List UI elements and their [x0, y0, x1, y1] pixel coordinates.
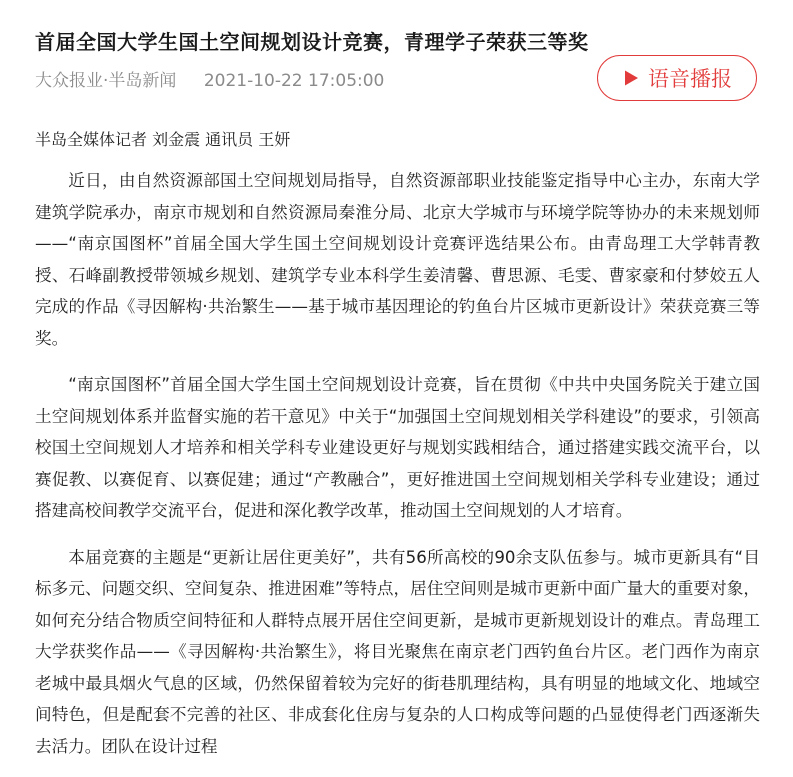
publish-datetime: 2021-10-22 17:05:00	[203, 71, 385, 91]
article-body	[35, 165, 760, 777]
paragraph-3: 本届竞赛的主题是“更新让居住更美好”，共有56所高校的90余支队伍参与。城市更新具有“目标多元、问题交织、空间复杂、推进困难”等特点，居住空间则是城市更新中面广量大的重要对象，如何充分结合物质空间特征和人群特点展开居住空间更新，是城市更新规划设计的难点。青岛理工大学获奖作品——《寻因解构·共治繁生》，将目光聚焦在南京老门西钓鱼台片区。老门西作为南京老城中最具烟火气息的区域，仍然保留着较为完好的街巷肌理结构，具有明显的地域文化、地域空间特色，但是配套不完善的社区、非成套化住房与复杂的人口构成等问题的凸显使得老门西逐渐失去活力。团队在设计过程	[35, 547, 760, 756]
source-label: 大众报业·半岛新闻	[35, 71, 177, 91]
article-title: 首届全国大学生国土空间规划设计竞赛，青理学子荣获三等奖	[35, 30, 589, 54]
audio-broadcast-label: 语音播报	[648, 67, 732, 91]
article-meta	[35, 66, 384, 91]
audio-broadcast-button[interactable]	[597, 55, 757, 101]
paragraph-2: “南京国图杯”首届全国大学生国土空间规划设计竞赛，旨在贯彻《中共中央国务院关于建立国土空间规划体系并监督实施的若干意见》中关于“加强国土空间规划相关学科建设”的要求，引领高校国土空间规划人才培养和相关学科专业建设更好与规划实践相结合，通过搭建实践交流平台，以赛促教、以赛促育、以赛促建；通过“产教融合”，更好推进国土空间规划相关学科专业建设；通过搭建高校间教学交流平台，促进和深化教学改革，推动国土空间规划的人才培育。	[35, 375, 760, 520]
paragraph-1: 近日，由自然资源部国土空间规划局指导，自然资源部职业技能鉴定指导中心主办，东南大学建筑学院承办，南京市规划和自然资源局秦淮分局、北京大学城市与环境学院等协办的未来规划师——“南京国图杯”首届全国大学生国土空间规划设计竞赛评选结果公布。由青岛理工大学韩青教授、石峰副教授带领城乡规划、建筑学专业本科学生姜清馨、曹思源、毛雯、曹家豪和付梦姣五人完成的作品《寻因解构·共治繁生——基于城市基因理论的钓鱼台片区城市更新设计》荣获竞赛三等奖。	[35, 171, 760, 348]
play-icon	[622, 69, 640, 87]
byline: 半岛全媒体记者 刘金震 通讯员 王妍	[35, 130, 291, 149]
